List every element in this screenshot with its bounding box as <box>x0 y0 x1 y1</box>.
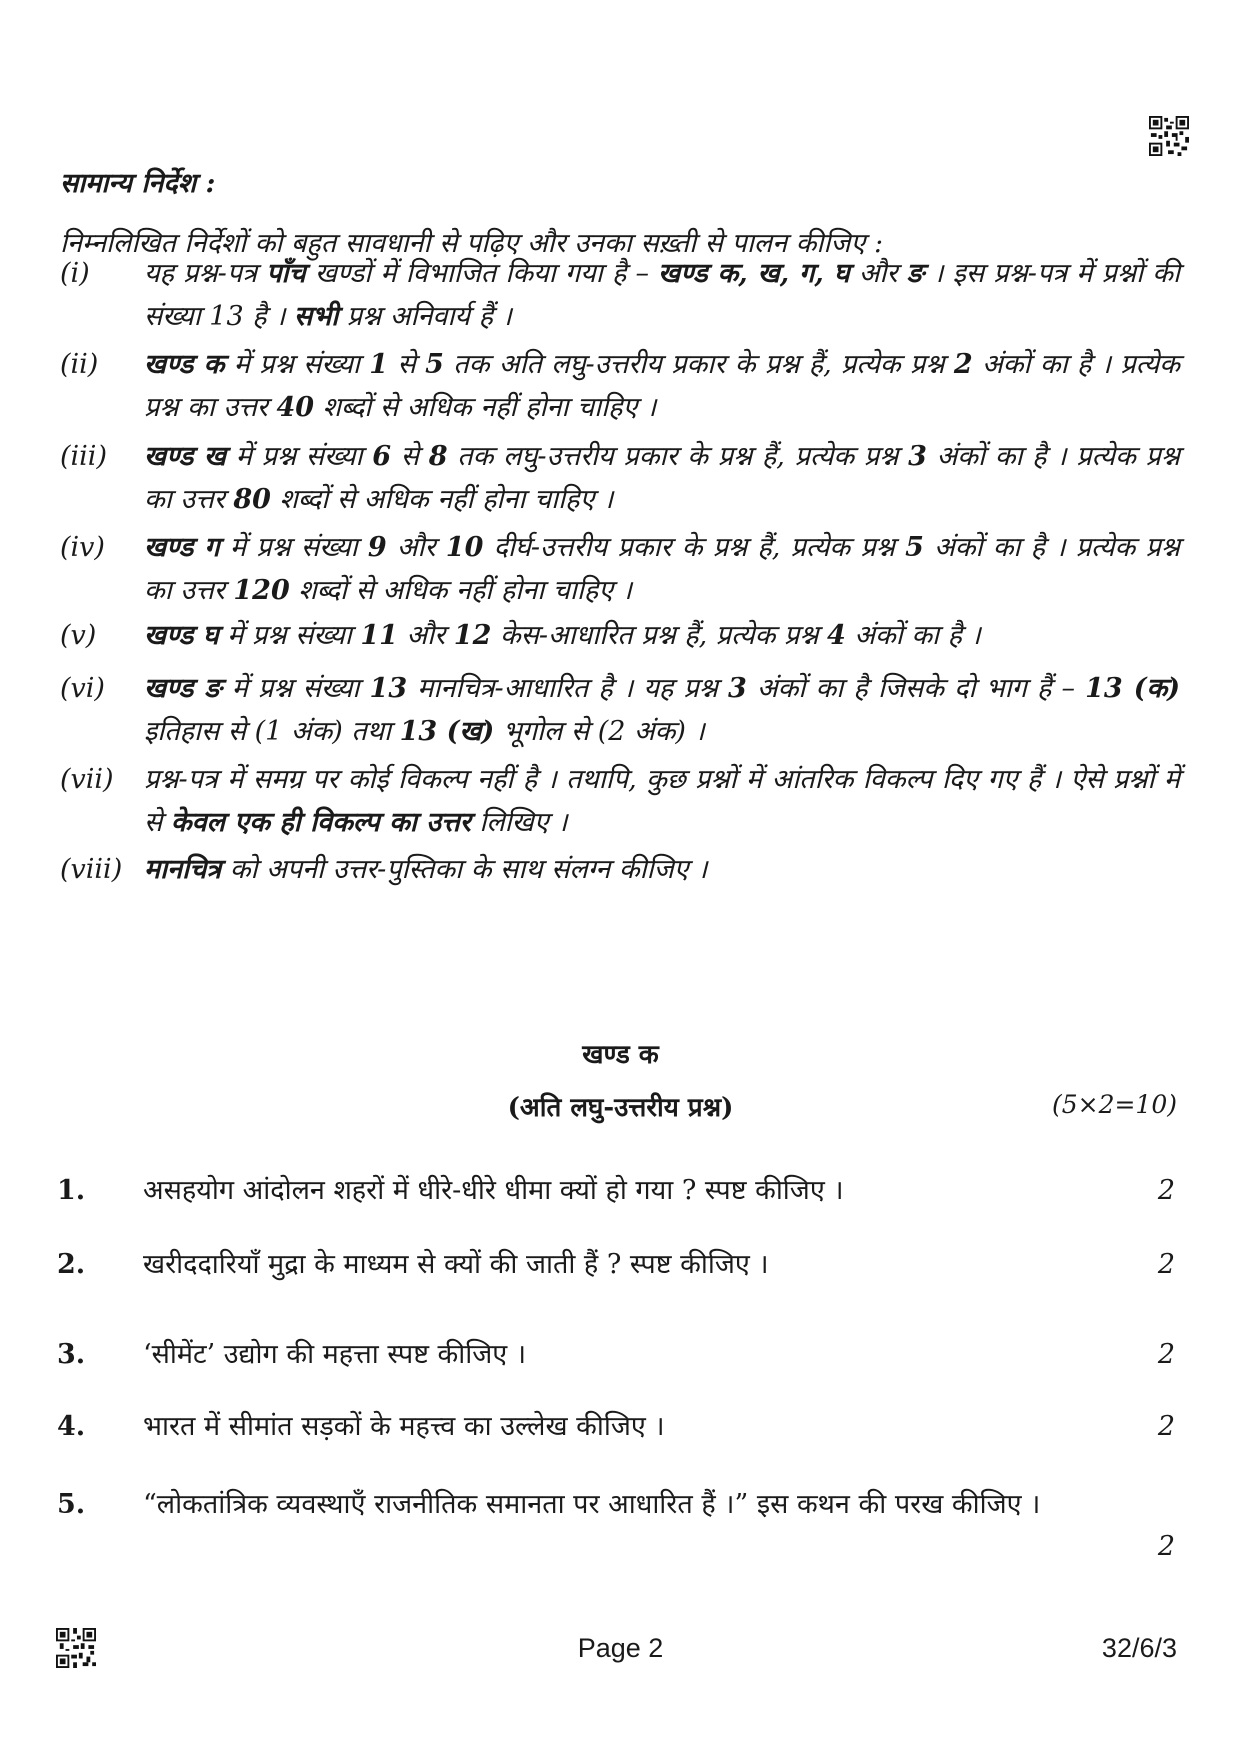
instruction-text <box>144 667 1180 753</box>
instruction-text <box>144 614 1180 657</box>
instruction-number: (vi) <box>60 673 105 704</box>
question-item <box>57 1170 1187 1212</box>
instruction-text-part: अंकों का है । प्रत्येक प्रश्न का उत्तर <box>144 349 1180 423</box>
instruction-text-part: और <box>386 532 446 563</box>
instruction-text-part: में प्रश्न संख्या <box>218 620 361 651</box>
instruction-number: (viii) <box>60 854 123 885</box>
instruction-item <box>60 252 1180 338</box>
instruction-bold-text: 3 <box>908 441 927 472</box>
instruction-bold-text: 4 <box>827 620 846 651</box>
instruction-number: (iii) <box>60 441 107 472</box>
instruction-text-part: अंकों का है जिसके दो भाग हैं – <box>746 673 1086 704</box>
instruction-text-part: यह प्रश्न-पत्र <box>144 258 267 289</box>
instruction-item <box>60 435 1180 521</box>
instruction-text-part: शब्दों से अधिक नहीं होना चाहिए । <box>289 575 632 606</box>
question-text: “लोकतांत्रिक व्यवस्थाएँ राजनीतिक समानता पर आधारित हैं ।” इस कथन की परख कीजिए । <box>143 1489 1041 1520</box>
question-item <box>57 1406 1187 1448</box>
question-text: खरीददारियाँ मुद्रा के माध्यम से क्यों की जाती हैं ? स्पष्ट कीजिए । <box>143 1249 769 1280</box>
instruction-text-part: प्रश्न-पत्र में समग्र पर कोई विकल्प नहीं है । तथापि, कुछ प्रश्नों में आंतरिक विकल्प दिए गए हैं । ऐसे प्रश्नों में से <box>144 764 1180 838</box>
question-text: भारत में सीमांत सड़कों के महत्त्व का उल्लेख कीजिए । <box>143 1411 665 1442</box>
instruction-text-part: में प्रश्न संख्या <box>221 673 370 704</box>
instruction-text-part: लिखिए । <box>470 807 568 838</box>
question-number: 5. <box>57 1489 86 1520</box>
instruction-bold-text: खण्ड क <box>144 349 225 380</box>
instruction-bold-text: 5 <box>425 349 444 380</box>
instruction-number: (ii) <box>60 349 99 380</box>
question-number: 1. <box>57 1175 86 1206</box>
instruction-text-part: तक अति लघु-उत्तरीय प्रकार के प्रश्न हैं, प्रत्येक प्रश्न <box>443 349 954 380</box>
instruction-text-part: मानचित्र-आधारित है । यह प्रश्न <box>407 673 729 704</box>
question-number: 4. <box>57 1411 86 1442</box>
instruction-item <box>60 667 1180 753</box>
question-number: 2. <box>57 1249 86 1280</box>
question-marks: 2 <box>1157 1339 1175 1370</box>
instruction-item <box>60 614 1180 657</box>
instruction-bold-text: खण्ड क, ख, ग, घ <box>658 258 850 289</box>
instruction-bold-text: 11 <box>360 620 398 651</box>
question-item <box>57 1244 1187 1286</box>
instruction-bold-text: केवल एक ही विकल्प का उत्तर <box>170 807 471 838</box>
instruction-bold-text: 1 <box>369 349 389 380</box>
question-marks: 2 <box>1157 1411 1175 1442</box>
instruction-text-part: अंकों का है । प्रत्येक प्रश्न का उत्तर <box>144 441 1180 515</box>
instruction-bold-text: मानचित्र <box>144 854 222 885</box>
question-marks: 2 <box>1157 1531 1175 1562</box>
instruction-text-part: अंकों का है । <box>845 620 981 651</box>
instruction-bold-text: 3 <box>728 673 747 704</box>
instruction-text <box>144 758 1180 844</box>
instruction-bold-text: 8 <box>428 441 448 472</box>
instruction-text <box>144 848 1180 891</box>
question-item <box>57 1484 1187 1562</box>
instruction-text-part: को अपनी उत्तर-पुस्तिका के साथ संलग्न कीजिए । <box>221 854 708 885</box>
instruction-text-part: । इस प्रश्न-पत्र में प्रश्नों की संख्या 13 है । <box>144 258 1180 332</box>
instruction-item <box>60 758 1180 844</box>
section-subtitle: (अति लघु-उत्तरीय प्रश्न) <box>507 1093 734 1123</box>
instruction-item <box>60 343 1180 429</box>
instruction-number: (i) <box>60 258 90 289</box>
instruction-item <box>60 848 1180 891</box>
instruction-text <box>144 252 1180 338</box>
instruction-bold-text: ङ <box>906 258 924 289</box>
instruction-bold-text: 120 <box>233 575 290 606</box>
instruction-text-part: में प्रश्न संख्या <box>219 532 368 563</box>
instruction-bold-text: खण्ड ग <box>144 532 220 563</box>
section-marks: (5×2=10) <box>1051 1090 1177 1119</box>
question-text: असहयोग आंदोलन शहरों में धीरे-धीरे धीमा क्यों हो गया ? स्पष्ट कीजिए । <box>143 1175 844 1206</box>
question-marks: 2 <box>1157 1249 1175 1280</box>
instruction-text-part: शब्दों से अधिक नहीं होना चाहिए । <box>270 484 614 515</box>
section-title: खण्ड क <box>582 1040 659 1070</box>
instruction-bold-text: खण्ड ङ <box>144 673 222 704</box>
instruction-text-part: खण्डों में विभाजित किया गया है – <box>305 258 659 289</box>
instruction-number: (iv) <box>60 532 105 563</box>
instruction-bold-text: सभी <box>293 301 339 332</box>
qr-code-icon <box>1149 116 1189 156</box>
instruction-number: (v) <box>60 620 97 651</box>
instruction-text-part: से <box>388 349 426 380</box>
general-instructions-heading: सामान्य निर्देश : <box>60 168 216 199</box>
instruction-bold-text: 13 <box>369 673 408 704</box>
instruction-number: (vii) <box>60 764 114 795</box>
instruction-bold-text: 12 <box>453 620 492 651</box>
instruction-text-part: प्रश्न अनिवार्य हैं । <box>338 301 512 332</box>
question-number: 3. <box>57 1339 86 1370</box>
instruction-text <box>144 343 1180 429</box>
instruction-text-part: शब्दों से अधिक नहीं होना चाहिए । <box>314 392 657 423</box>
instruction-bold-text: खण्ड घ <box>144 620 219 651</box>
instruction-bold-text: 2 <box>953 349 973 380</box>
instruction-text <box>144 526 1180 612</box>
instruction-text-part: भूगोल से (2 अंक) । <box>494 716 705 747</box>
instruction-text-part: और <box>849 258 907 289</box>
instruction-text-part: अंकों का है । प्रत्येक प्रश्न का उत्तर <box>144 532 1180 606</box>
instruction-text-part: केस-आधारित प्रश्न हैं, प्रत्येक प्रश्न <box>491 620 827 651</box>
question-item <box>57 1334 1187 1376</box>
instruction-bold-text: 13 (ख) <box>399 716 495 747</box>
paper-code: 32/6/3 <box>1101 1633 1177 1663</box>
instruction-bold-text: 13 (क) <box>1085 673 1180 704</box>
instruction-bold-text: पाँच <box>266 258 306 289</box>
instruction-bold-text: 10 <box>445 532 484 563</box>
instruction-bold-text: 9 <box>367 532 387 563</box>
instruction-bold-text: 80 <box>233 484 271 515</box>
instruction-text-part: तक लघु-उत्तरीय प्रकार के प्रश्न हैं, प्रत्येक प्रश्न <box>447 441 909 472</box>
instruction-bold-text: खण्ड ख <box>144 441 226 472</box>
instruction-text-part: दीर्घ-उत्तरीय प्रकार के प्रश्न हैं, प्रत्येक प्रश्न <box>483 532 906 563</box>
question-text: ‘सीमेंट’ उद्योग की महत्ता स्पष्ट कीजिए । <box>143 1339 527 1370</box>
instruction-text-part: में प्रश्न संख्या <box>226 441 373 472</box>
instruction-bold-text: 5 <box>905 532 924 563</box>
instructions-intro: निम्नलिखित निर्देशों को बहुत सावधानी से पढ़िए और उनका सख़्ती से पालन कीजिए : <box>60 228 884 259</box>
instruction-item <box>60 526 1180 612</box>
instruction-text-part: और <box>397 620 454 651</box>
question-marks: 2 <box>1157 1175 1175 1206</box>
instruction-text-part: से <box>391 441 429 472</box>
instruction-bold-text: 6 <box>372 441 392 472</box>
instruction-bold-text: 40 <box>276 392 315 423</box>
instruction-text-part: में प्रश्न संख्या <box>224 349 370 380</box>
page-number: Page 2 <box>577 1633 664 1663</box>
instruction-text-part: इतिहास से (1 अंक) तथा <box>144 716 400 747</box>
instruction-text <box>144 435 1180 521</box>
